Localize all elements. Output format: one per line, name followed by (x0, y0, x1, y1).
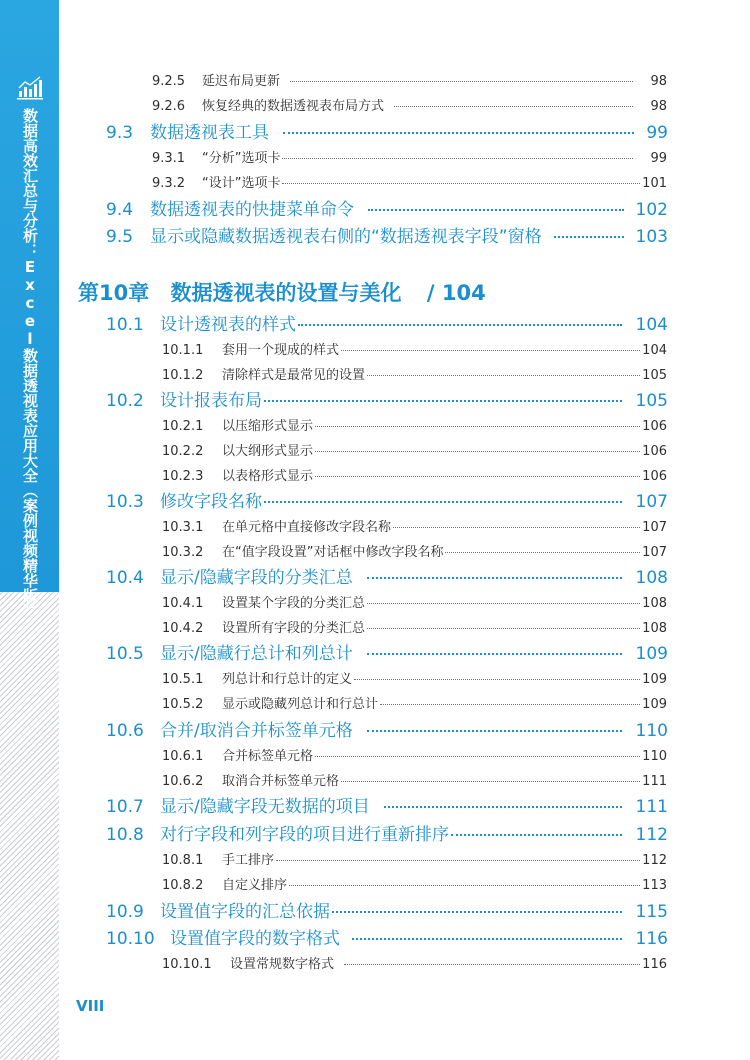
dot-leader (394, 106, 633, 107)
entry-page: 106 (642, 419, 667, 434)
entry-title: 自定义排序 (222, 878, 288, 893)
section-number: 9.5 (106, 227, 134, 247)
entry-page: 116 (642, 957, 667, 972)
section-title: 对行字段和列字段的项目进行重新排序 (160, 825, 449, 845)
section-title: 数据透视表工具 (150, 123, 269, 143)
dot-leader (332, 911, 622, 913)
entry-number: 10.8.2 (162, 878, 204, 893)
entry-page: 99 (650, 151, 667, 166)
entry-title: 清除样式是最常见的设置 (222, 368, 366, 383)
section-number: 10.10 (106, 929, 155, 949)
toc-section-10-4[interactable] (106, 563, 668, 588)
dot-leader (276, 860, 640, 861)
dot-leader (368, 209, 624, 211)
section-title: 修改字段名称 (160, 492, 262, 512)
entry-number: 10.1.2 (162, 368, 204, 383)
section-title: 显示/隐藏行总计和列总计 (160, 644, 353, 664)
toc-section-10-8[interactable] (106, 820, 668, 845)
dot-leader (354, 679, 640, 680)
dot-leader (341, 781, 640, 782)
dot-leader (264, 400, 622, 402)
sidebar-band (0, 0, 59, 618)
toc-entry-10-2-1[interactable] (162, 415, 667, 434)
section-page: 115 (635, 902, 668, 922)
entry-number: 10.2.1 (162, 419, 204, 434)
entry-page: 106 (642, 469, 667, 484)
dot-leader (367, 730, 622, 732)
section-title: 设计透视表的样式 (160, 315, 296, 335)
entry-title: 设置常规数字格式 (230, 957, 335, 972)
entry-page: 101 (642, 176, 667, 191)
toc-entry-10-3-1[interactable] (162, 516, 667, 535)
section-title: 设置值字段的汇总依据 (160, 902, 330, 922)
entry-title: 设置某个字段的分类汇总 (222, 596, 366, 611)
entry-number: 9.2.6 (152, 99, 186, 114)
dot-leader (367, 653, 622, 655)
toc-section-10-2[interactable] (106, 386, 668, 411)
entry-number: 9.2.5 (152, 74, 186, 89)
dot-leader (315, 476, 640, 477)
section-page: 108 (635, 568, 668, 588)
dot-leader (451, 834, 622, 836)
dot-leader (290, 81, 633, 82)
dot-leader (445, 552, 640, 553)
dot-leader (393, 527, 640, 528)
entry-page: 111 (642, 774, 667, 789)
entry-page: 113 (642, 878, 667, 893)
dot-leader (384, 806, 622, 808)
dot-leader (367, 628, 640, 629)
toc-entry-9-2-5[interactable] (152, 70, 667, 89)
section-number: 9.4 (106, 200, 134, 220)
dot-leader (289, 885, 640, 886)
toc-section-10-1[interactable] (106, 310, 668, 335)
dot-leader (367, 577, 622, 579)
entry-title: 恢复经典的数据透视表布局方式 (202, 99, 385, 114)
entry-number: 10.2.2 (162, 444, 204, 459)
section-number: 10.6 (106, 721, 144, 741)
toc-entry-10-6-1[interactable] (162, 745, 667, 764)
entry-title: 取消合并标签单元格 (222, 774, 340, 789)
dot-leader (315, 426, 640, 427)
section-page: 107 (635, 492, 668, 512)
entry-page: 107 (642, 520, 667, 535)
entry-number: 10.6.1 (162, 749, 204, 764)
toc-entry-9-3-1[interactable] (152, 147, 667, 166)
toc-entry-10-1-1[interactable] (162, 339, 667, 358)
toc-entry-10-1-2[interactable] (162, 364, 667, 383)
toc-entry-9-3-2[interactable] (152, 172, 667, 191)
entry-number: 10.3.2 (162, 545, 204, 560)
section-page: 116 (635, 929, 668, 949)
chapter-separator: / (426, 281, 435, 305)
toc-entry-10-8-2[interactable] (162, 874, 667, 893)
section-title: 设置值字段的数字格式 (170, 929, 340, 949)
dot-leader (380, 704, 640, 705)
section-number: 10.4 (106, 568, 144, 588)
entry-page: 110 (642, 749, 667, 764)
dot-leader (367, 603, 640, 604)
toc-entry-9-2-6[interactable] (152, 95, 667, 114)
section-number: 10.9 (106, 902, 144, 922)
section-number: 10.7 (106, 797, 144, 817)
section-page: 105 (635, 391, 668, 411)
section-page: 112 (635, 825, 668, 845)
section-page: 102 (635, 200, 668, 220)
entry-title: 套用一个现成的样式 (222, 343, 340, 358)
section-page: 109 (635, 644, 668, 664)
entry-title: “分析”选项卡 (202, 151, 281, 166)
entry-number: 10.2.3 (162, 469, 204, 484)
bar-chart-icon (16, 76, 44, 100)
toc-entry-10-5-1[interactable] (162, 668, 667, 687)
toc-section-10-3[interactable] (106, 487, 668, 512)
dot-leader (282, 158, 633, 159)
dot-leader (352, 938, 622, 940)
section-page: 99 (646, 123, 668, 143)
entry-title: 在“值字段设置”对话框中修改字段名称 (222, 545, 444, 560)
section-title: 显示/隐藏字段无数据的项目 (160, 797, 370, 817)
section-number: 9.3 (106, 123, 134, 143)
entry-number: 10.5.2 (162, 697, 204, 712)
sidebar-hatch (0, 0, 59, 1060)
section-number: 10.1 (106, 315, 144, 335)
entry-page: 107 (642, 545, 667, 560)
section-title: 合并/取消合并标签单元格 (160, 721, 353, 741)
entry-title: 延迟布局更新 (202, 74, 281, 89)
entry-title: 显示或隐藏列总计和行总计 (222, 697, 379, 712)
page-folio: VIII (76, 997, 105, 1015)
section-title: 显示或隐藏数据透视表右侧的“数据透视表字段”窗格 (150, 227, 542, 247)
dot-leader (344, 964, 640, 965)
entry-title: 在单元格中直接修改字段名称 (222, 520, 392, 535)
toc-entry-10-2-2[interactable] (162, 440, 667, 459)
entry-number: 10.6.2 (162, 774, 204, 789)
entry-page: 108 (642, 621, 667, 636)
toc-entry-10-4-1[interactable] (162, 592, 667, 611)
entry-number: 10.4.1 (162, 596, 204, 611)
entry-title: 以压缩形式显示 (222, 419, 314, 434)
toc-section-10-7[interactable] (106, 792, 668, 817)
section-page: 110 (635, 721, 668, 741)
entry-page: 109 (642, 672, 667, 687)
toc-entry-10-10-1[interactable] (162, 953, 667, 972)
entry-page: 104 (642, 343, 667, 358)
chapter-page: 104 (441, 281, 486, 305)
section-title: 数据透视表的快捷菜单命令 (150, 200, 354, 220)
section-title: 显示/隐藏字段的分类汇总 (160, 568, 353, 588)
entry-title: 设置所有字段的分类汇总 (222, 621, 366, 636)
section-number: 10.2 (106, 391, 144, 411)
chapter-heading[interactable] (78, 277, 486, 307)
entry-title: 手工排序 (222, 853, 275, 868)
toc-entry-10-5-2[interactable] (162, 693, 667, 712)
toc-section-9-3[interactable] (106, 118, 668, 143)
toc-section-10-10[interactable] (106, 924, 668, 949)
dot-leader (341, 350, 640, 351)
dot-leader (315, 451, 640, 452)
section-page: 103 (635, 227, 668, 247)
dot-leader (298, 324, 622, 326)
entry-page: 109 (642, 697, 667, 712)
section-title: 设计报表布局 (160, 391, 262, 411)
section-page: 104 (635, 315, 668, 335)
entry-number: 10.4.2 (162, 621, 204, 636)
dot-leader (315, 756, 640, 757)
book-title-vertical: 数据高效汇总与分析：Excel数据透视表应用大全（案例视频精华版） (21, 108, 39, 618)
toc-entry-10-6-2[interactable] (162, 770, 667, 789)
entry-title: 合并标签单元格 (222, 749, 314, 764)
toc-section-9-5[interactable] (106, 222, 668, 247)
dot-leader (264, 501, 622, 503)
entry-title: 列总计和行总计的定义 (222, 672, 353, 687)
entry-number: 10.1.1 (162, 343, 204, 358)
entry-page: 108 (642, 596, 667, 611)
dot-leader (367, 375, 640, 376)
toc-section-9-4[interactable] (106, 195, 668, 220)
chapter-number: 第10章 (78, 281, 150, 305)
entry-number: 9.3.1 (152, 151, 186, 166)
entry-page: 98 (650, 74, 667, 89)
entry-title: 以表格形式显示 (222, 469, 314, 484)
toc-section-10-5[interactable] (106, 639, 668, 664)
toc-entry-10-3-2[interactable] (162, 541, 667, 560)
dot-leader (282, 183, 640, 184)
entry-title: 以大纲形式显示 (222, 444, 314, 459)
section-page: 111 (635, 797, 668, 817)
section-number: 10.3 (106, 492, 144, 512)
entry-page: 98 (650, 99, 667, 114)
toc-entry-10-8-1[interactable] (162, 849, 667, 868)
dot-leader (554, 236, 624, 238)
dot-leader (283, 132, 634, 134)
section-number: 10.5 (106, 644, 144, 664)
section-number: 10.8 (106, 825, 144, 845)
entry-number: 10.10.1 (162, 957, 212, 972)
entry-number: 10.8.1 (162, 853, 204, 868)
entry-page: 112 (642, 853, 667, 868)
chapter-title: 数据透视表的设置与美化 (170, 281, 402, 305)
toc-section-10-9[interactable] (106, 897, 668, 922)
toc-entry-10-2-3[interactable] (162, 465, 667, 484)
entry-number: 9.3.2 (152, 176, 186, 191)
toc-entry-10-4-2[interactable] (162, 617, 667, 636)
toc-section-10-6[interactable] (106, 716, 668, 741)
entry-title: “设计”选项卡 (202, 176, 281, 191)
entry-number: 10.5.1 (162, 672, 204, 687)
entry-page: 105 (642, 368, 667, 383)
entry-number: 10.3.1 (162, 520, 204, 535)
entry-page: 106 (642, 444, 667, 459)
